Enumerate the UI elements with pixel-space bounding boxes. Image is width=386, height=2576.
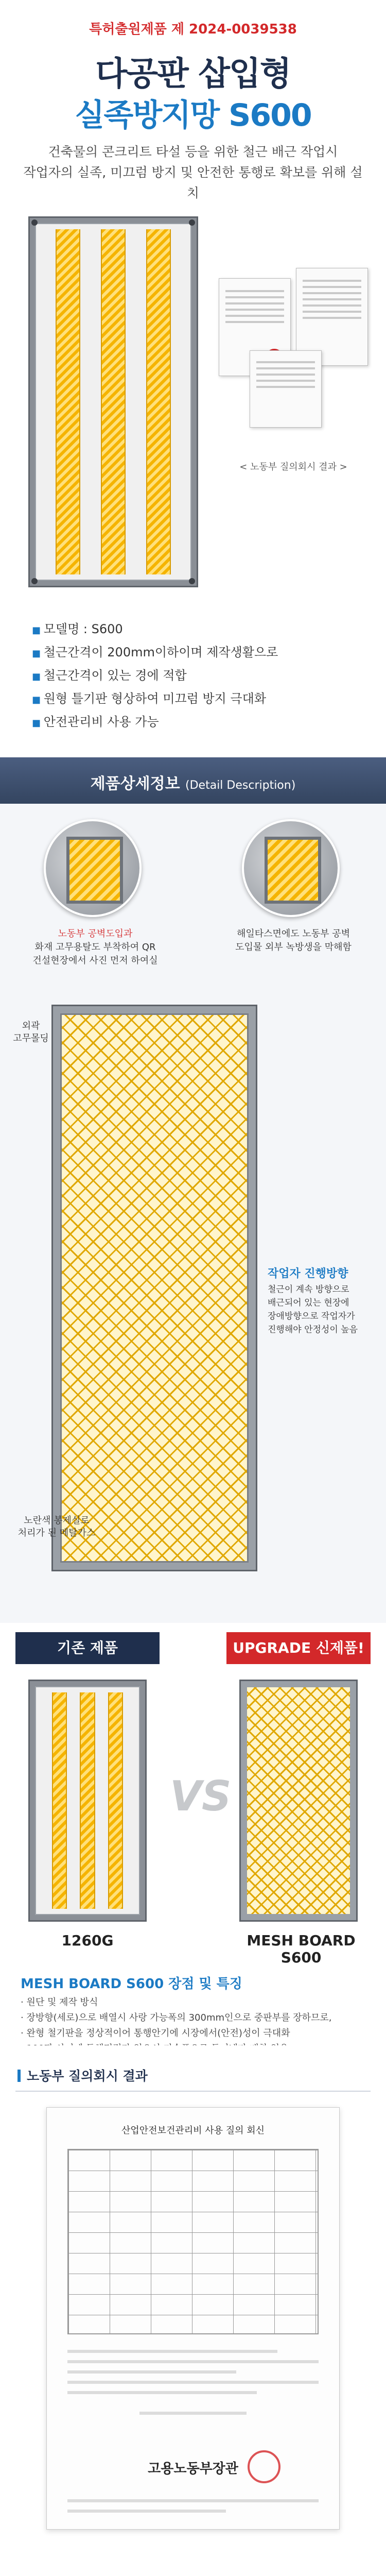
vs-mark: VS [170,1772,232,1820]
detail-zoom-left [44,819,142,917]
legacy-product-image [28,1680,147,1922]
labor-heading: 노동부 질의회시 결과 [17,2066,148,2084]
hero-description-line: 건축물의 콘크리트 타설 등을 위한 철근 배근 작업시 [48,144,338,159]
mesh-strip [146,229,171,574]
detail-section-bar [0,757,386,805]
mesh-strip [56,229,80,574]
direction-title: 작업자 진행방향 [268,1267,348,1280]
advantage-item: · 원단 및 제작 방식 [21,1995,331,2010]
direction-note: 작업자 진행방향 철근이 계속 방향으로 배근되어 있는 현장에 장애방향으로 작업자가 진행해야 안정성이 높음 [268,1267,360,1336]
detail-bar-title: 제품상세정보 [90,775,180,793]
net-panel-image [51,1005,257,1571]
upgrade-product-label: UPGRADE 신제품! [226,1632,371,1664]
labor-doc-issuer: 고용노동부장관 [148,2461,238,2477]
advantage-item: · 완형 철기판을 정상적이어 통행안기에 시장에서(안전)성이 극대화 [21,2026,331,2041]
spec-item: ■ 안전관리비 사용 가능 [32,711,278,734]
mesh-strip [101,229,126,574]
detail-section [0,804,386,1623]
callout-right: 해일타스면에도 노동부 공벽 도입물 외부 녹방생을 막해함 [235,928,352,953]
hero-spec-list [32,618,278,734]
certificate-caption: < 노동부 질의회시 결과 > [239,462,347,472]
hero-description-line: 작업자의 실족, 미끄럼 방지 및 안전한 통행로 확보를 위해 설치 [23,165,363,200]
upgrade-product-name: MESH BOARD S600 [247,1932,356,1966]
spec-item: ■ 원형 틀기판 형상하여 미끄럼 방지 극대화 [32,688,278,711]
callout-left: 노동부 공벽도입과 화재 고무용탈도 부착하여 QR 건설현장에서 사진 먼저 하여실 [32,928,158,966]
detail-bar-subtitle: (Detail Description) [185,779,296,792]
label-rubber-molding: 외곽 고무몰딩 [13,1021,49,1044]
hero-section [0,0,386,737]
labor-document-image [46,2107,340,2530]
hero-title: 다공판 삽입형 [95,55,291,93]
hero-description [21,142,365,204]
detail-zoom-right [242,819,340,917]
label-yellow-thread: 노란색 봉제실로 처리가 된 메탈가스 [17,1515,96,1538]
comparison-section [0,1623,386,2045]
labor-result-section [0,2045,386,2576]
spec-item: ■ 모델명 : S600 [32,618,278,641]
advantages-title: MESH BOARD S600 장점 및 특징 [21,1976,242,1992]
hero-subtitle: 실족방지망 S600 [75,97,311,133]
upgrade-product-image [239,1680,358,1922]
legacy-product-label: 기존 제품 [15,1632,160,1664]
product-panel-image [28,216,198,587]
patent-badge: 특허출원제품 제 2024-0039538 [89,22,297,37]
advantage-item: · 장방향(세로)으로 배열시 사랑 가능폭의 300mm인으로 중판부를 장하므로, [21,2010,331,2026]
spec-item: ■ 철근간격이 200mm이하이며 제작생활으로 [32,641,278,665]
labor-doc-title: 산업안전보건관리비 사용 질의 회신 [121,2125,265,2136]
spec-item: ■ 철근간격이 있는 경에 적합 [32,665,278,688]
certificate-image [219,268,368,453]
legacy-product-name: 1260G [61,1932,114,1949]
